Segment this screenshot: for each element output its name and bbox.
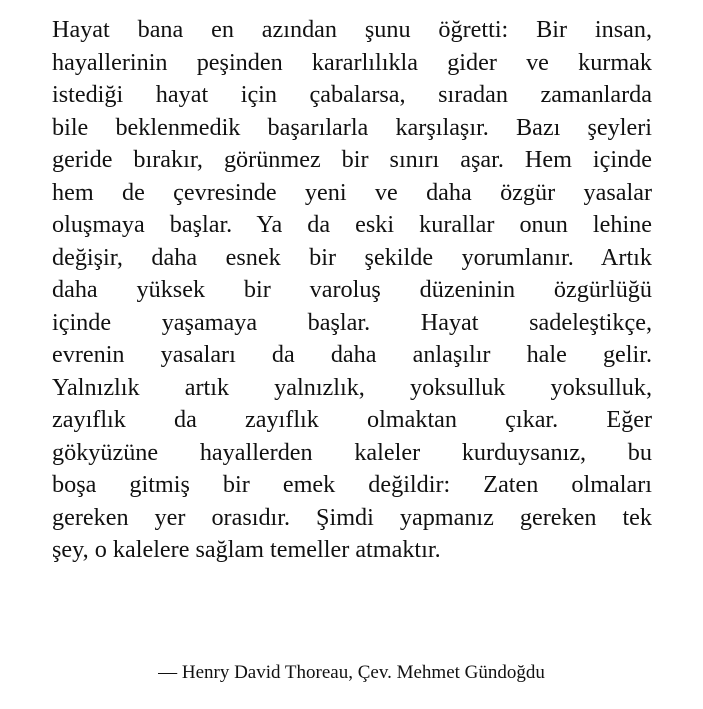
quote-line: içinde yaşamaya başlar. Hayat sadeleştikçe, bbox=[52, 308, 652, 336]
quote-line: istediği hayat için çabalarsa, sıradan zamanlarda bbox=[52, 81, 652, 108]
quote-line: hayallerinin peşinden kararlılıkla gider ve kurmak bbox=[52, 48, 652, 76]
quote-line: gereken yer orasıdır. Şimdi yapmanız gereken tek bbox=[52, 503, 652, 531]
quote-line: Hayat bana en azından şunu öğretti: Bir insan, bbox=[52, 16, 652, 43]
quote-line: daha yüksek bir varoluş düzeninin özgürlüğü bbox=[52, 276, 652, 303]
quote-line: oluşmaya başlar. Ya da eski kurallar onun lehine bbox=[52, 211, 652, 238]
quote-line: geride bırakır, görünmez bir sınırı aşar. Hem içinde bbox=[52, 146, 652, 173]
quote-line: gökyüzüne hayallerden kaleler kurduysanız, bu bbox=[52, 438, 652, 466]
quote-line: boşa gitmiş bir emek değildir: Zaten olmaları bbox=[52, 471, 652, 498]
quote-line: zayıflık da zayıflık olmaktan çıkar. Eğer bbox=[52, 406, 652, 433]
quote-paragraph bbox=[52, 14, 652, 567]
quote-line: Yalnızlık artık yalnızlık, yoksulluk yoksulluk, bbox=[52, 373, 652, 401]
quote-line: değişir, daha esnek bir şekilde yorumlanır. Artık bbox=[52, 243, 652, 271]
quote-line: evrenin yasaları da daha anlaşılır hale gelir. bbox=[52, 341, 652, 368]
quote-line: bile beklenmedik başarılarla karşılaşır. Bazı şeyleri bbox=[52, 113, 652, 141]
quote-line: hem de çevresinde yeni ve daha özgür yasalar bbox=[52, 178, 652, 206]
attribution: — Henry David Thoreau, Çev. Mehmet Gündoğdu bbox=[158, 662, 545, 683]
quote-line: şey, o kalelere sağlam temeller atmaktır. bbox=[52, 536, 441, 563]
